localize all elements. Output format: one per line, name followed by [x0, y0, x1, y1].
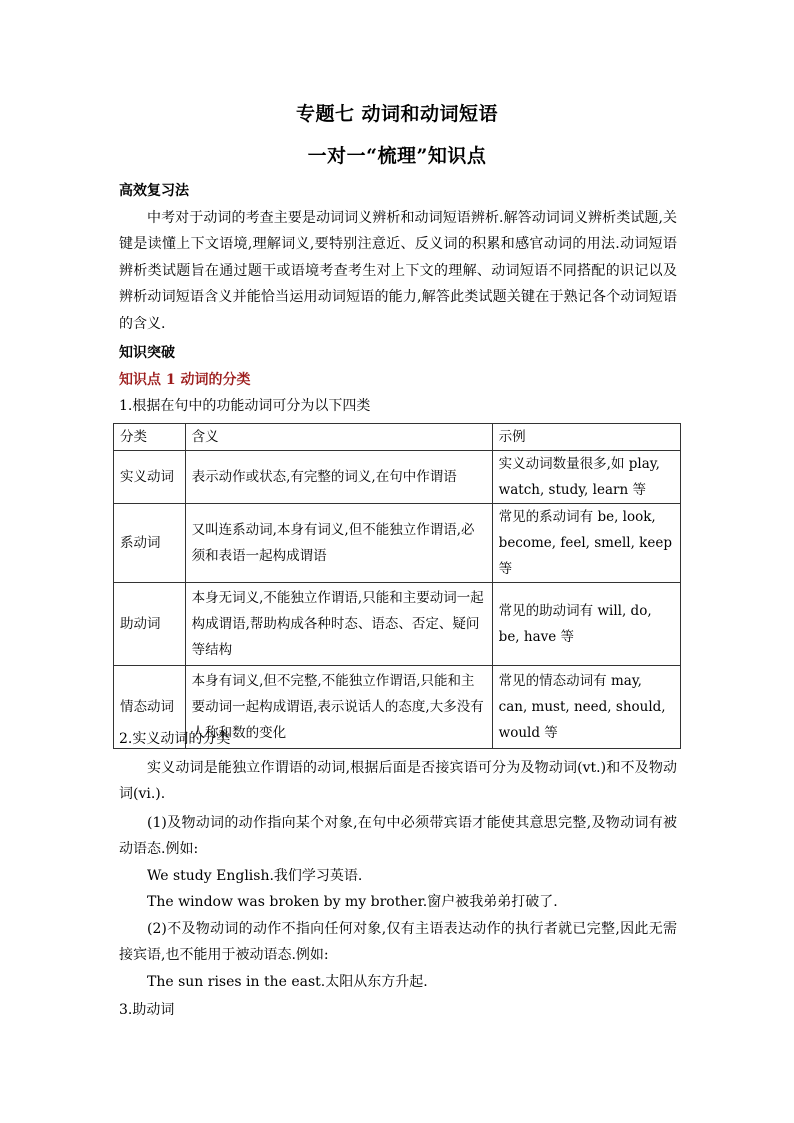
table-row	[114, 504, 681, 583]
page-subtitle: 一对一“梳理”知识点	[307, 145, 487, 167]
table-row	[114, 451, 681, 504]
section-heading-notional: 2.实义动词的分类	[119, 731, 231, 747]
table-cell: 系动词	[114, 504, 186, 583]
table-header-row	[114, 424, 681, 451]
table-header-cell: 分类	[114, 424, 186, 451]
table-cell: 常见的情态动词有 may, can, must, need, should, would 等	[492, 666, 680, 749]
table-cell: 助动词	[114, 583, 186, 666]
table-cell: 本身无词义,不能独立作谓语,只能和主要动词一起构成谓语,帮助构成各种时态、语态、否定、疑问等结构	[185, 583, 492, 666]
table-row	[114, 583, 681, 666]
section-heading-review: 高效复习法	[119, 183, 189, 199]
intransitive-paragraph: (2)不及物动词的动作不指向任何对象,仅有主语表达动作的执行者就已完整,因此无需接宾语,也不能用于被动语态.例如:	[119, 920, 677, 963]
table-cell: 常见的助动词有 will, do, be, have 等	[492, 583, 680, 666]
section-review-method	[119, 178, 677, 337]
table-header-cell: 含义	[185, 424, 492, 451]
knowledge-point-title: 知识点 1 动词的分类	[119, 371, 251, 388]
table-cell: 常见的系动词有 be, look, become, feel, smell, keep 等	[492, 504, 680, 583]
section-heading-knowledge: 知识突破	[119, 345, 175, 361]
section-heading-auxiliary: 3.助动词	[119, 1002, 175, 1018]
example-sentence: The sun rises in the east.太阳从东方升起.	[147, 973, 428, 990]
table-cell: 表示动作或状态,有完整的词义,在句中作谓语	[185, 451, 492, 504]
section-knowledge	[119, 340, 677, 420]
example-sentence: We study English.我们学习英语.	[147, 867, 363, 884]
section-notional-verbs	[119, 726, 677, 1024]
table-cell: 情态动词	[114, 666, 186, 749]
table-header-cell: 示例	[492, 424, 680, 451]
transitive-paragraph: (1)及物动词的动作指向某个对象,在句中必须带宾语才能使其意思完整,及物动词有被动语态.例如:	[119, 814, 677, 857]
page-title: 专题七 动词和动词短语	[295, 103, 499, 125]
notional-paragraph: 实义动词是能独立作谓语的动词,根据后面是否接宾语可分为及物动词(vt.)和不及物动词(vi.).	[119, 759, 677, 802]
table-cell: 实义动词	[114, 451, 186, 504]
example-sentence: The window was broken by my brother.窗户被我弟弟打破了.	[147, 894, 558, 910]
classification-intro: 1.根据在句中的功能动词可分为以下四类	[119, 398, 371, 414]
review-paragraph: 中考对于动词的考查主要是动词词义辨析和动词短语辨析.解答动词词义辨析类试题,关键是读懂上下文语境,理解词义,要特别注意近、反义词的积累和感官动词的用法.动词短语辨析类试题旨在通过题干或语境考查考生对上下文的理解、动词短语不同搭配的识记以及辨析动词短语含义并能恰当运用动词短语的能力,解答此类试题关键在于熟记各个动词短语的含义.	[119, 209, 677, 332]
table-cell: 又叫连系动词,本身有词义,但不能独立作谓语,必须和表语一起构成谓语	[185, 504, 492, 583]
table-cell: 实义动词数量很多,如 play, watch, study, learn 等	[492, 451, 680, 504]
table-cell: 本身有词义,但不完整,不能独立作谓语,只能和主要动词一起构成谓语,表示说话人的态度,大多没有人称和数的变化	[185, 666, 492, 749]
verb-classification-table	[113, 423, 681, 749]
